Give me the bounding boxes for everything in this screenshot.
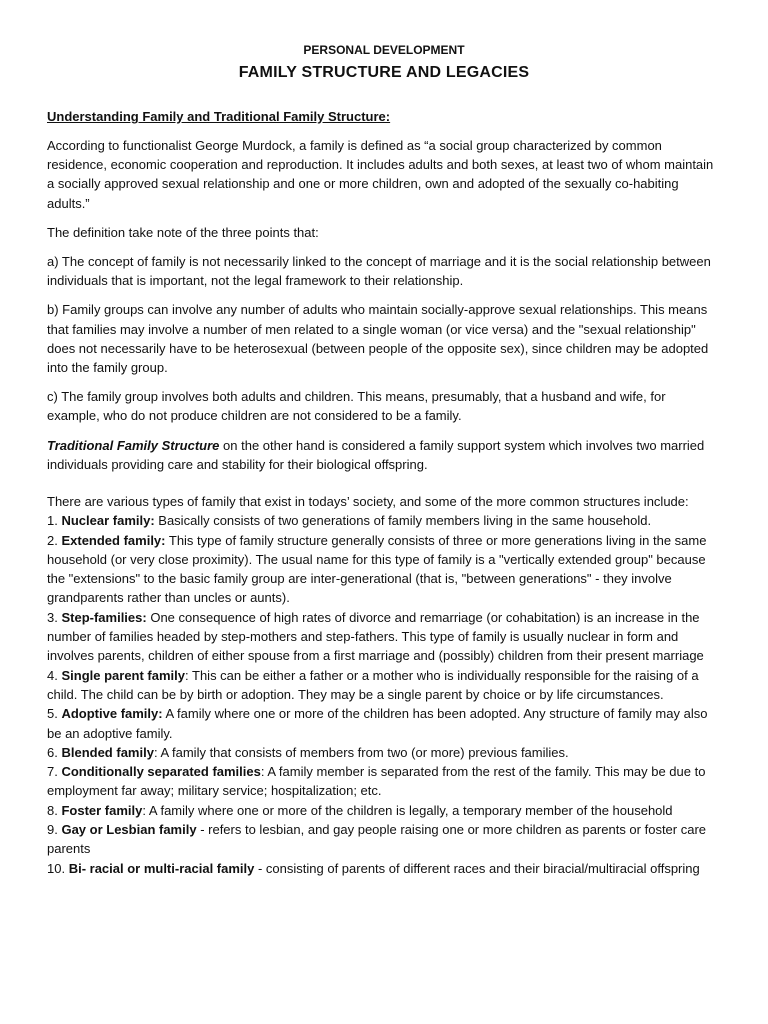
list-item-number: 6. bbox=[47, 744, 62, 760]
list-item-number: 1. bbox=[47, 513, 62, 529]
list-item-text: : This can be either a father or a mother who is individually responsible for the raising of a child. The child can be by birth or adoption. They may be a single parent by choice or by life circumstances. bbox=[47, 667, 699, 702]
list-item-text: - refers to lesbian, and gay people raising one or more children as parents or foster care parents bbox=[47, 822, 707, 857]
list-item-number: 4. bbox=[47, 667, 62, 683]
list-item-number: 2. bbox=[47, 532, 62, 548]
traditional-text: on the other hand is considered a family support system which involves two married individuals providing care and stability for their biological offspring. bbox=[47, 437, 705, 472]
family-types-list bbox=[47, 511, 721, 878]
traditional-paragraph bbox=[47, 436, 721, 474]
list-item bbox=[47, 531, 721, 608]
list-item bbox=[47, 820, 721, 859]
list-item-number: 10. bbox=[47, 860, 69, 876]
list-item-term: Conditionally separated families bbox=[61, 764, 261, 780]
list-item-text: : A family where one or more of the children is legally, a temporary member of the household bbox=[142, 802, 673, 818]
list-item-text: This type of family structure generally consists of three or more generations living in the same household (or very close proximity). The usual name for this type of family is a "vertically extended group" because the "extensions" to the basic family group are inter-generational (that is, "between generations" - they involve grandparents rather than uncles or aunts). bbox=[47, 532, 707, 606]
list-item-term: Gay or Lesbian family bbox=[61, 822, 197, 837]
list-item-text: : A family member is separated from the rest of the family. This may be due to employment far away; military service; hospitalization; etc. bbox=[47, 764, 706, 799]
note-intro-paragraph: The definition take note of the three points that: bbox=[47, 224, 319, 240]
list-item-text: : A family that consists of members from two (or more) previous families. bbox=[153, 744, 569, 760]
list-item bbox=[47, 859, 721, 878]
list-item-number: 8. bbox=[47, 802, 62, 818]
list-item-term: Extended family: bbox=[61, 532, 166, 548]
section-heading: Understanding Family and Traditional Family Structure: bbox=[47, 109, 391, 124]
page-title: FAMILY STRUCTURE AND LEGACIES bbox=[238, 64, 530, 81]
definition-paragraph: According to functionalist George Murdock, a family is defined as “a social group characterized by common residence, economic cooperation and reproduction. It includes adults and both sexes, at least two of whom maintain a socially approved sexual relationship and one or more children, own and adopted of the sexually co-habiting adults.” bbox=[47, 138, 714, 211]
list-item-number: 5. bbox=[47, 706, 62, 722]
list-item bbox=[47, 511, 721, 530]
list-item-text: Basically consists of two generations of family members living in the same household. bbox=[154, 513, 652, 529]
list-item bbox=[47, 762, 721, 801]
list-item-term: Foster family bbox=[61, 802, 143, 818]
list-item-term: Single parent family bbox=[61, 667, 186, 683]
list-item-term: Bi- racial or multi-racial family bbox=[68, 860, 255, 876]
point-a-paragraph: a) The concept of family is not necessarily linked to the concept of marriage and it is the social relationship between individuals that is important, not the legal framework to their relationship. bbox=[47, 254, 711, 289]
list-item-number: 7. bbox=[47, 764, 62, 780]
point-b-paragraph: b) Family groups can involve any number of adults who maintain socially-approve sexual relationships. This means that families may involve a number of men related to a single woman (or vice versa) and the "sexual relationship" does not necessarily have to be heterosexual (between people of the opposite sex), since children may be adopted into the family group. bbox=[47, 302, 709, 376]
list-item-term: Step-families: bbox=[61, 609, 147, 625]
point-c-paragraph: c) The family group involves both adults and children. This means, presumably, that a husband and wife, for example, who do not produce children are not considered to be a family. bbox=[47, 389, 666, 424]
list-item bbox=[47, 743, 721, 762]
list-item-number: 3. bbox=[47, 609, 62, 625]
list-item bbox=[47, 608, 721, 666]
list-item-number: 9. bbox=[47, 822, 62, 837]
list-item-text: A family where one or more of the children has been adopted. Any structure of family may also be an adoptive family. bbox=[47, 706, 708, 741]
list-item bbox=[47, 666, 721, 705]
list-item-text: One consequence of high rates of divorce and remarriage (or cohabitation) is an increase in the number of families headed by step-mothers and step-fathers. This type of family is usually nuclear in form and involves parents, children of either spouse from a first marriage and (possibly) children from their present marriage bbox=[47, 609, 704, 664]
list-item bbox=[47, 801, 721, 820]
subject-label: PERSONAL DEVELOPMENT bbox=[303, 43, 465, 57]
list-item-term: Blended family bbox=[61, 744, 154, 760]
list-item-text: - consisting of parents of different races and their biracial/multiracial offspring bbox=[254, 860, 700, 876]
list-item bbox=[47, 704, 721, 743]
traditional-term: Traditional Family Structure bbox=[47, 437, 220, 453]
list-item-term: Adoptive family: bbox=[61, 706, 163, 722]
types-intro-paragraph: There are various types of family that exist in todays’ society, and some of the more common structures include: bbox=[47, 494, 689, 510]
list-item-term: Nuclear family: bbox=[61, 513, 155, 529]
